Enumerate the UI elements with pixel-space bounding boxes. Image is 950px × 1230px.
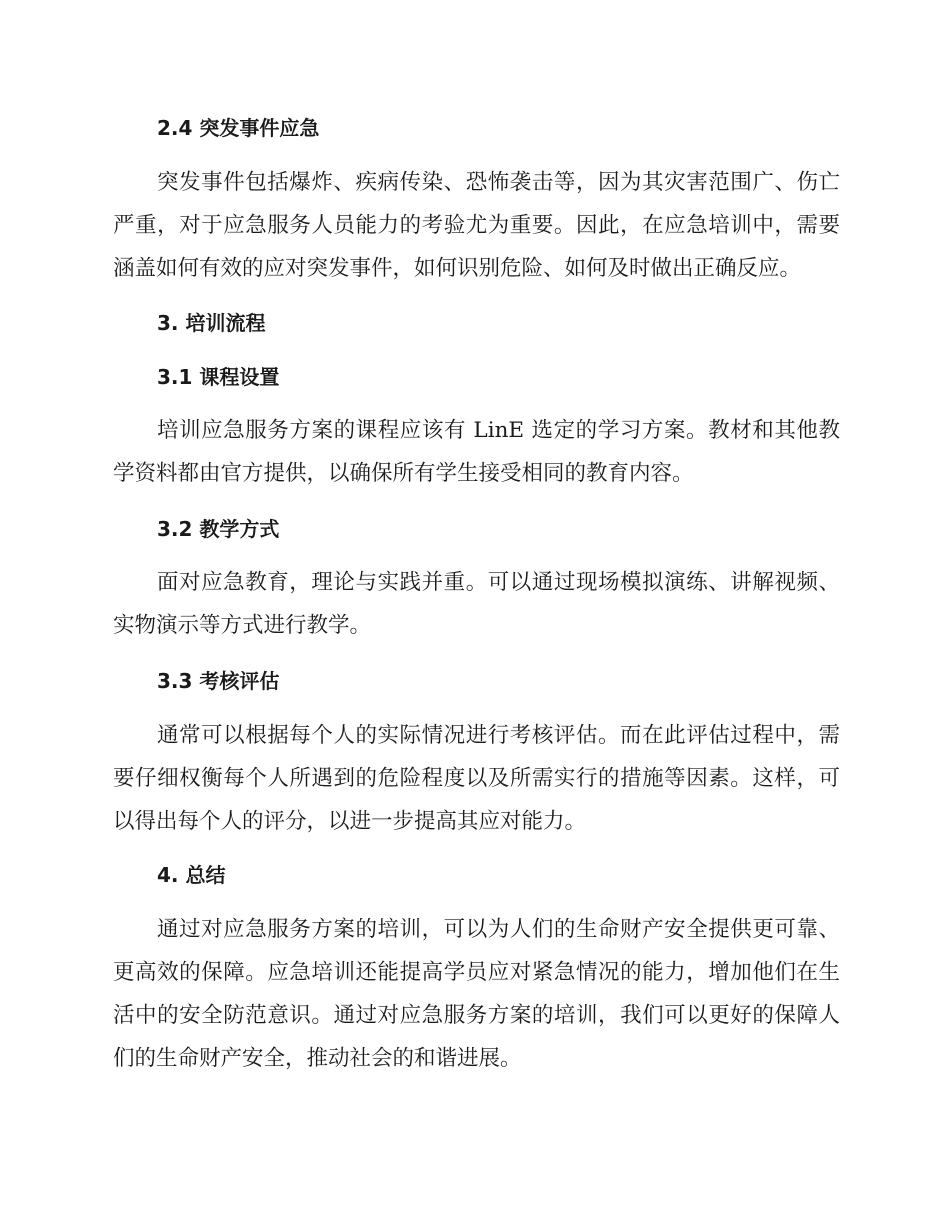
section-heading-3: 3. 培训流程 [157, 311, 266, 335]
section-paragraph-3-2: 面对应急教育，理论与实践并重。可以通过现场模拟演练、讲解视频、实物演示等方式进行教学。 [113, 570, 840, 638]
section-heading-3-2: 3.2 教学方式 [157, 517, 280, 541]
section-heading-4: 4. 总结 [157, 863, 226, 887]
section-paragraph-3-3: 通常可以根据每个人的实际情况进行考核评估。而在此评估过程中，需要仔细权衡每个人所遇到的危险程度以及所需实行的措施等因素。这样，可以得出每个人的评分，以进一步提高其应对能力。 [113, 723, 840, 834]
section-heading-2-4: 2.4 突发事件应急 [157, 116, 320, 140]
section-paragraph-2-4: 突发事件包括爆炸、疾病传染、恐怖袭击等，因为其灾害范围广、伤亡严重，对于应急服务人员能力的考验尤为重要。因此，在应急培训中，需要涵盖如何有效的应对突发事件，如何识别危险、如何及时做出正确反应。 [113, 170, 840, 281]
section-paragraph-3-1: 培训应急服务方案的课程应该有 LinE 选定的学习方案。教材和其他教学资料都由官方提供，以确保所有学生接受相同的教育内容。 [113, 418, 840, 486]
section-paragraph-4: 通过对应急服务方案的培训，可以为人们的生命财产安全提供更可靠、更高效的保障。应急培训还能提高学员应对紧急情况的能力，增加他们在生活中的安全防范意识。通过对应急服务方案的培训，我们可以更好的保障人们的生命财产安全，推动社会的和谐进展。 [113, 917, 840, 1071]
section-heading-3-1: 3.1 课程设置 [157, 365, 280, 389]
section-heading-3-3: 3.3 考核评估 [157, 669, 280, 693]
